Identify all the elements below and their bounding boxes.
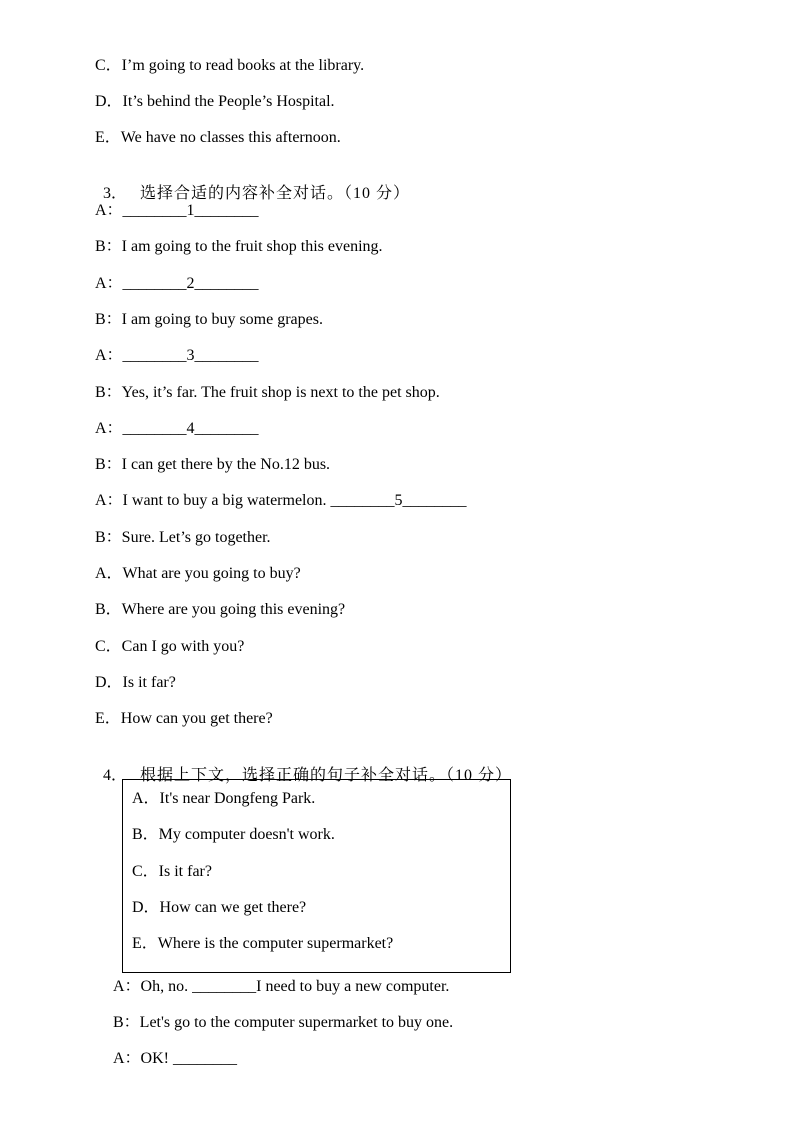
dialogue-line: A：Oh, no. ________I need to buy a new computer. — [113, 978, 450, 995]
dialogue-line: B：Sure. Let’s go together. — [95, 529, 271, 546]
option-line: E．We have no classes this afternoon. — [95, 129, 341, 146]
answer-option: C．Is it far? — [132, 863, 212, 880]
answer-option: B．My computer doesn't work. — [132, 826, 335, 843]
question-number: 3． — [103, 185, 128, 202]
dialogue-line: B：I am going to buy some grapes. — [95, 311, 323, 328]
option-line: C．I’m going to read books at the library. — [95, 57, 365, 74]
dialogue-line: A：________3________ — [95, 347, 259, 364]
answer-option: B．Where are you going this evening? — [95, 601, 346, 618]
answer-option: E．How can you get there? — [95, 710, 273, 727]
dialogue-line: B：I am going to the fruit shop this evening. — [95, 238, 383, 255]
dialogue-line: A：I want to buy a big watermelon. ________5________ — [95, 492, 467, 509]
dialogue-line: A：OK! ________ — [113, 1050, 237, 1067]
dialogue-line: B：Let's go to the computer supermarket to buy one. — [113, 1014, 454, 1031]
question-3-heading — [95, 164, 410, 204]
options-box — [122, 779, 511, 973]
answer-option: A．It's near Dongfeng Park. — [132, 790, 316, 807]
question-instruction: 根据上下文，选择正确的句子补全对话。（10 分） — [140, 767, 513, 784]
question-number: 4． — [103, 767, 128, 784]
dialogue-line: A：________4________ — [95, 420, 259, 437]
answer-option: C．Can I go with you? — [95, 638, 245, 655]
dialogue-line: B：I can get there by the No.12 bus. — [95, 456, 331, 473]
dialogue-line: A：________2________ — [95, 275, 259, 292]
answer-option: A．What are you going to buy? — [95, 565, 301, 582]
answer-option: D．How can we get there? — [132, 899, 307, 916]
answer-option: E．Where is the computer supermarket? — [132, 935, 394, 952]
dialogue-line: B：Yes, it’s far. The fruit shop is next to the pet shop. — [95, 384, 440, 401]
option-line: D．It’s behind the People’s Hospital. — [95, 93, 335, 110]
answer-option: D．Is it far? — [95, 674, 176, 691]
dialogue-line: A：________1________ — [95, 202, 259, 219]
question-instruction: 选择合适的内容补全对话。（10 分） — [140, 185, 411, 202]
